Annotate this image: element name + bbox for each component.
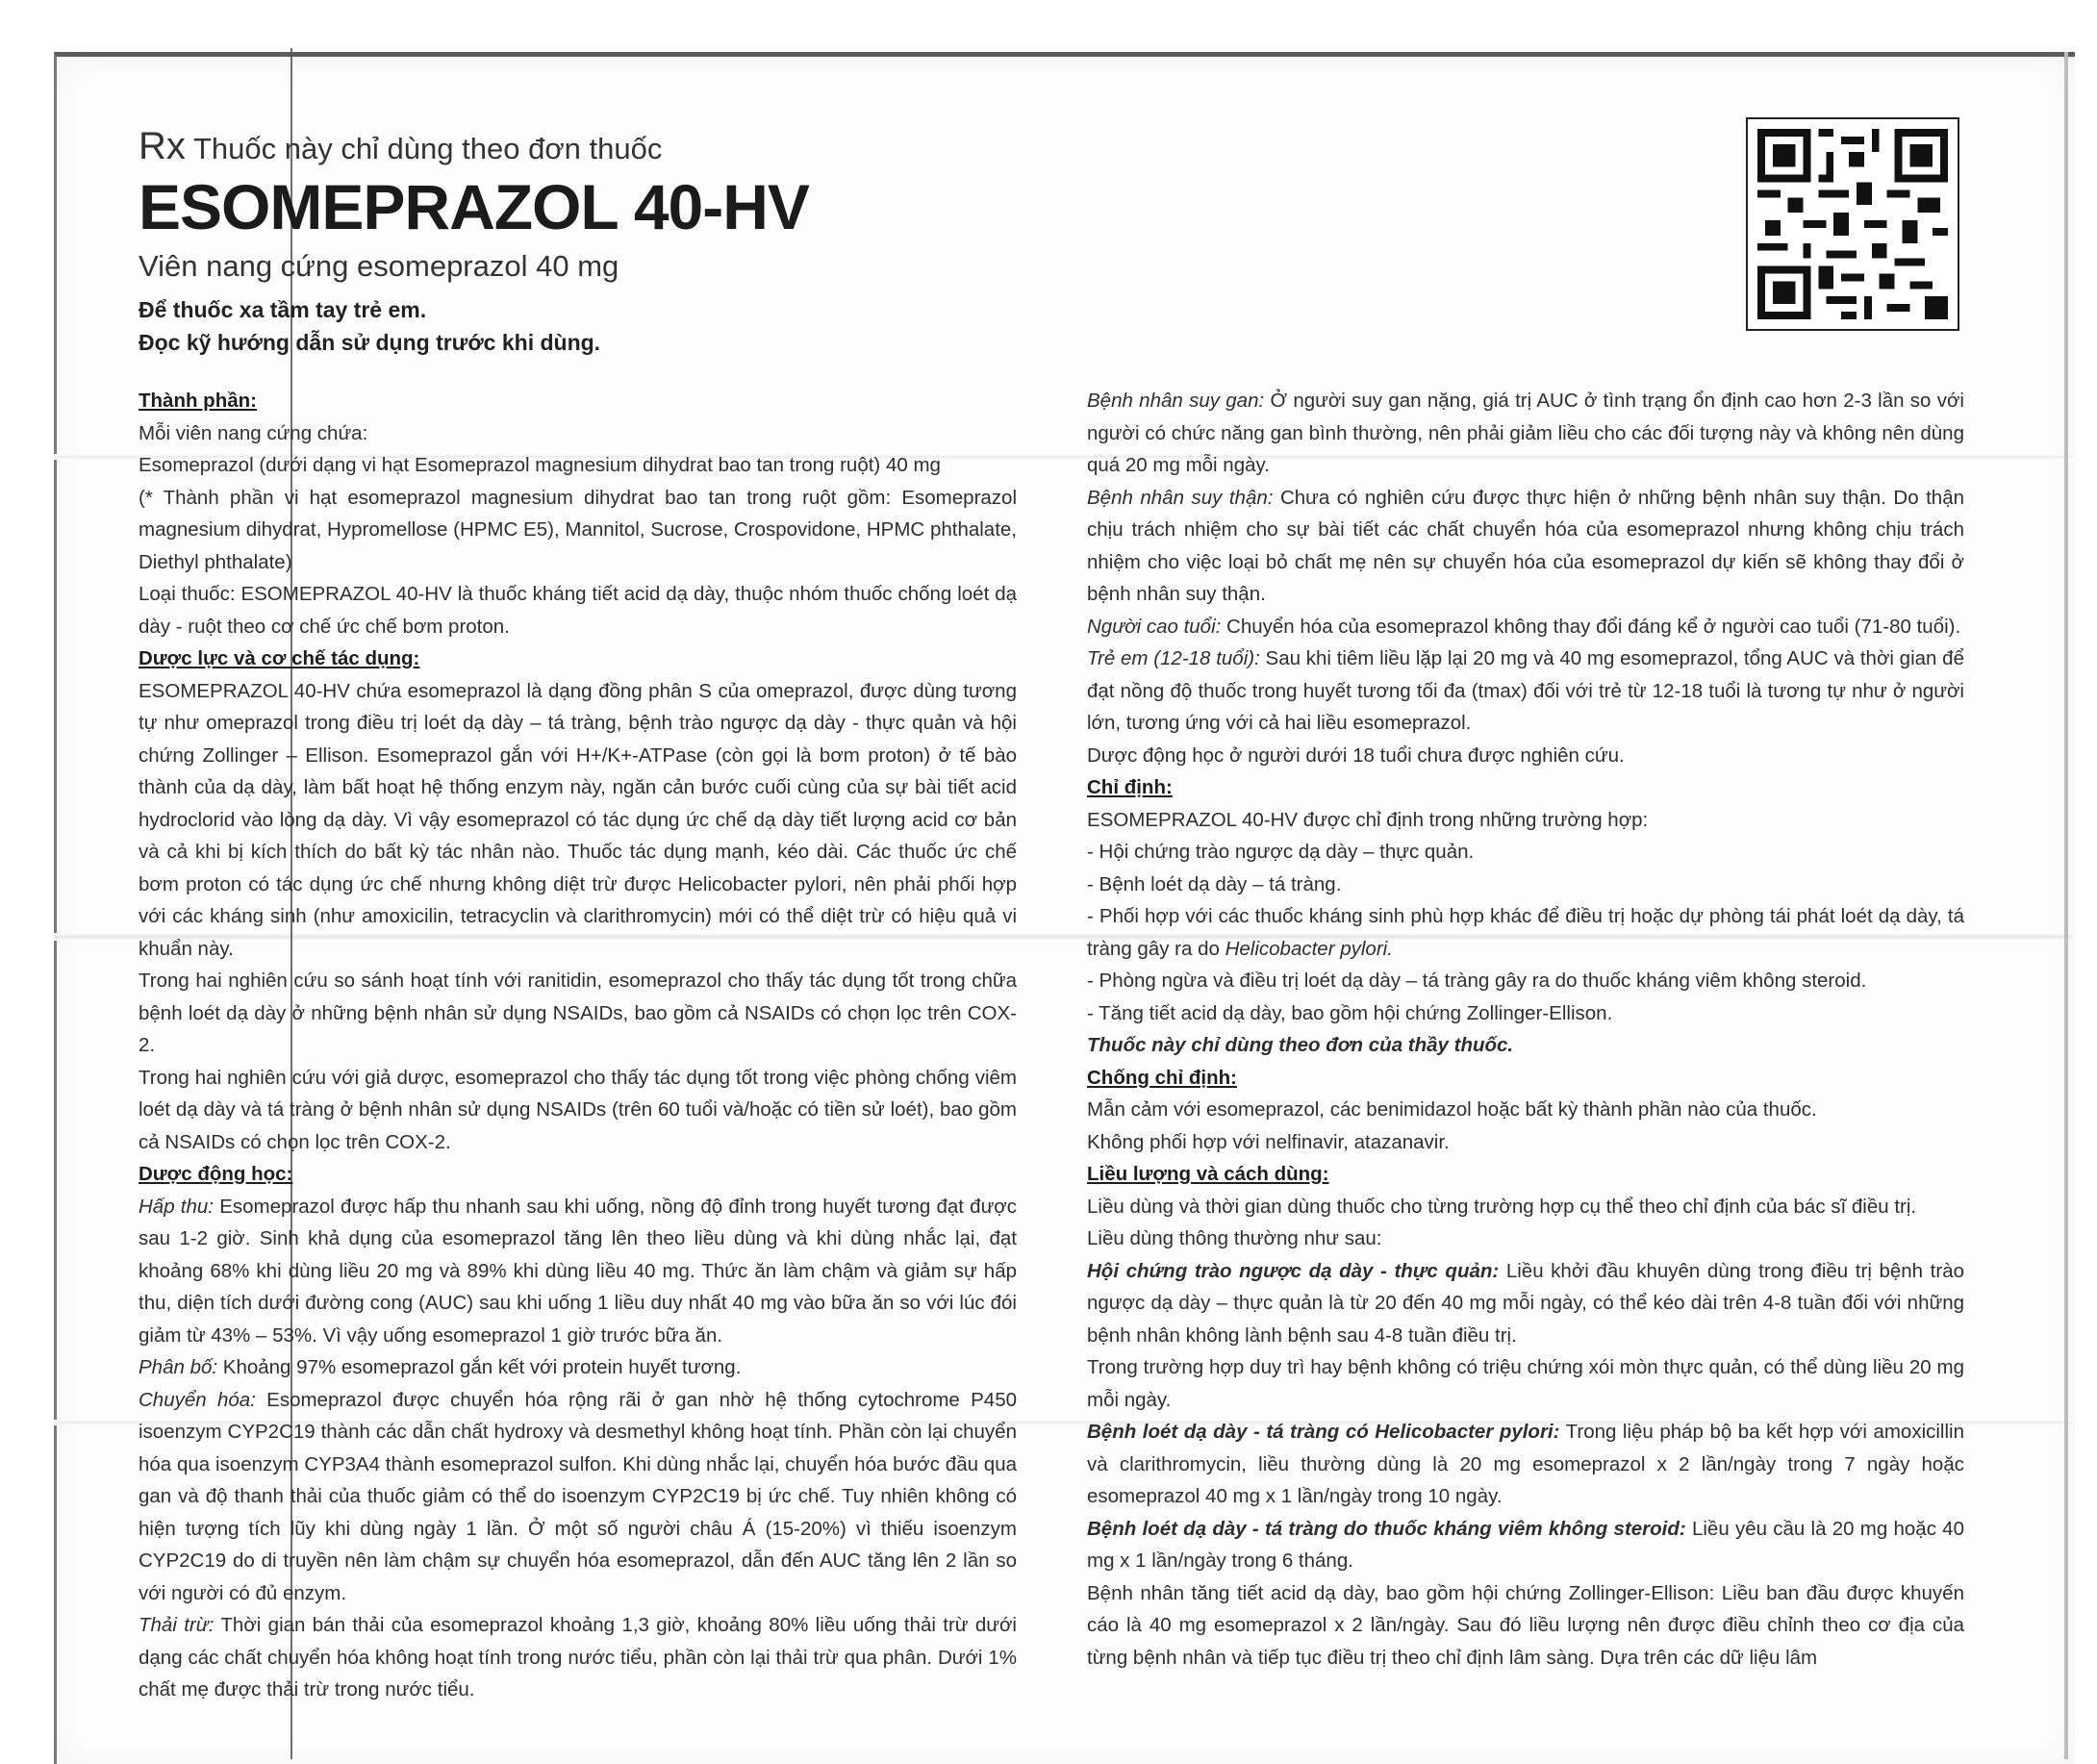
paragraph: Esomeprazol (dưới dạng vi hạt Esomeprazol magnesium dihydrat bao tan trong ruột) 40 mg xyxy=(139,454,941,476)
label-kidney: Bệnh nhân suy thận: xyxy=(1087,486,1274,509)
rx-note: Thuốc này chỉ dùng theo đơn thuốc xyxy=(192,132,663,165)
paragraph-gerd xyxy=(1087,1255,1964,1352)
paragraph-elimination xyxy=(139,1609,1017,1706)
text-helicobacter: Helicobacter pylori. xyxy=(1225,937,1393,960)
paragraph-hpylori xyxy=(1087,1416,1964,1513)
paper-edge xyxy=(2064,52,2068,1759)
paragraph: (* Thành phần vi hạt esomeprazol magnesium dihydrat bao tan trong ruột gồm: Esomeprazol magnesium dihydrat, Hypromellose (HPMC E5), Mannitol, Sucrose, Crospovidone, HPMC phthalate, Diethyl phthalate) xyxy=(139,486,1017,573)
paragraph: Bệnh nhân tăng tiết acid dạ dày, bao gồm hội chứng Zollinger-Ellison: Liều ban đầu được khuyến cáo là 40 mg esomeprazol x 2 lần/ngày. Sau đó liều lượng nên được điều chỉnh theo cơ địa của từng bệnh nhân và tiếp tục điều trị theo chỉ định lâm sàng. Dựa trên các dữ liệu lâm xyxy=(1087,1581,1964,1669)
paragraph: Liều dùng thông thường như sau: xyxy=(1087,1227,1382,1249)
paragraph: ESOMEPRAZOL 40-HV chứa esomeprazol là dạng đồng phân S của omeprazol, được dùng tương tự như omeprazol trong điều trị loét dạ dày – tá tràng, bệnh trào ngược dạ dày - thực quản và hội chứng Zollinger – Ellison. Esomeprazol gắn với H+/K+-ATPase (còn gọi là bơm proton) ở tế bào thành của dạ dày, làm bất hoạt hệ thống enzym này, ngăn cản bước cuối cùng của sự bài tiết acid hydroclorid vào lòng dạ dày. Vì vậy esomeprazol có tác dụng ức chế dạ dày tiết lượng acid cơ bản và cả khi bị kích thích do bất kỳ tác nhân nào. Thuốc tác dụng mạnh, kéo dài. Các thuốc ức chế bơm proton có tác dụng ức chế nhưng không diệt trừ được Helicobacter pylori, nên phải phối hợp với các kháng sinh (như amoxicilin, tetracyclin và clarithromycin) mới có thể diệt trừ có hiệu quả vi khuẩn này. xyxy=(139,679,1017,960)
rx-symbol: Rx xyxy=(139,125,186,167)
paragraph: Mẫn cảm với esomeprazol, các benimidazol hoặc bất kỳ thành phần nào của thuốc. xyxy=(1087,1098,1817,1121)
paragraph: Liều dùng và thời gian dùng thuốc cho từng trường hợp cụ thể theo chỉ định của bác sĩ điều trị. xyxy=(1087,1195,1917,1218)
label-hpylori: Bệnh loét dạ dày - tá tràng có Helicobacter pylori: xyxy=(1087,1421,1560,1443)
label-children: Trẻ em (12-18 tuổi): xyxy=(1087,647,1260,669)
list-item xyxy=(1087,900,1964,965)
paragraph: Không phối hợp với nelfinavir, atazanavir. xyxy=(1087,1130,1450,1153)
paragraph-distribution xyxy=(139,1351,1017,1384)
qr-code-icon xyxy=(1746,117,1959,331)
text-hpylori: Trong liệu pháp bộ ba kết hợp với amoxicillin và clarithromycin, liều thường dùng là 20 mg esomeprazol x 2 lần/ngày trong 7 ngày hoặc esomeprazol 40 mg x 1 lần/ngày trong 10 ngày. xyxy=(1087,1421,1964,1507)
text-elimination: Thời gian bán thải của esomeprazol khoảng 1,3 giờ, khoảng 80% liều uống thải trừ dưới dạng các chất chuyển hóa không hoạt tính trong nước tiểu, phần còn lại thải trừ qua phân. Dưới 1% chất mẹ được thải trừ trong nước tiểu. xyxy=(139,1614,1017,1701)
text-kidney: Chưa có nghiên cứu được thực hiện ở những bệnh nhân suy thận. Do thận chịu trách nhiệm cho sự bài tiết các chất chuyển hóa của esomeprazol nhưng không chịu trách nhiệm cho việc loại bỏ chất mẹ nên sự chuyển hóa của esomeprazol dự kiến sẽ không thay đổi ở bệnh nhân suy thận. xyxy=(1087,486,1964,605)
product-title: ESOMEPRAZOL 40-HV xyxy=(139,171,809,242)
paragraph-nsaid xyxy=(1087,1513,1964,1577)
text-indication: - Phối hợp với các thuốc kháng sinh phù hợp khác để điều trị hoặc dự phòng tái phát loét dạ dày, tá tràng gây ra do xyxy=(1087,905,1964,960)
text-distribution: Khoảng 97% esomeprazol gắn kết với protein huyết tương. xyxy=(217,1356,742,1378)
left-column xyxy=(139,385,1017,1706)
label-nsaid: Bệnh loét dạ dày - tá tràng do thuốc kháng viêm không steroid: xyxy=(1087,1517,1686,1540)
text-gerd: Liều khởi đầu khuyên dùng trong điều trị bệnh trào ngược dạ dày – thực quản là từ 20 đến 40 mg mỗi ngày, có thể kéo dài trên 4-8 tuần đối với những bệnh nhân không lành bệnh sau 4-8 tuần điều trị. xyxy=(1087,1259,1965,1347)
paragraph-elderly xyxy=(1087,611,1964,643)
paragraph: Mỗi viên nang cứng chứa: xyxy=(139,421,368,444)
section-heading-ingredients: Thành phần: xyxy=(139,390,257,412)
prescription-only-note: Thuốc này chỉ dùng theo đơn của thầy thuốc. xyxy=(1087,1034,1514,1056)
paragraph: Trong trường hợp duy trì hay bệnh không có triệu chứng xói mòn thực quản, có thể dùng liều 20 mg mỗi ngày. xyxy=(1087,1356,1964,1411)
label-absorption: Hấp thu: xyxy=(139,1195,215,1218)
section-heading-pharmacokinetics: Dược động học: xyxy=(139,1163,293,1185)
section-heading-pharmacodynamics: Dược lực và cơ chế tác dụng: xyxy=(139,647,420,669)
paragraph: Trong hai nghiên cứu với giả dược, esomeprazol cho thấy tác dụng tốt trong việc phòng chống viêm loét dạ dày và tá tràng ở bệnh nhân sử dụng NSAIDs (trên 60 tuổi và/hoặc có tiền sử loét), bao gồm cả NSAIDs có chọn lọc trên COX-2. xyxy=(139,1066,1017,1153)
text-children: Sau khi tiêm liều lặp lại 20 mg và 40 mg esomeprazol, tổng AUC và thời gian để đạt nồng độ thuốc trong huyết tương tối đa (tmax) đối với trẻ từ 12-18 tuổi là tương tự như ở người lớn, tương ứng với cả hai liều esomeprazol. xyxy=(1087,647,1964,734)
list-item: - Hội chứng trào ngược dạ dày – thực quản. xyxy=(1087,841,1475,863)
right-column xyxy=(1087,385,1964,1674)
product-subtitle: Viên nang cứng esomeprazol 40 mg xyxy=(139,249,619,283)
label-gerd: Hội chứng trào ngược dạ dày - thực quản: xyxy=(1087,1259,1500,1282)
text-nsaid: Liều yêu cầu là 20 mg hoặc 40 mg x 1 lần/ngày trong 6 tháng. xyxy=(1087,1517,1964,1572)
list-item: - Tăng tiết acid dạ dày, bao gồm hội chứng Zollinger-Ellison. xyxy=(1087,1001,1613,1024)
rx-line xyxy=(139,125,1100,168)
leaflet-header xyxy=(139,125,1100,359)
paragraph: Loại thuốc: ESOMEPRAZOL 40-HV là thuốc kháng tiết acid dạ dày, thuộc nhóm thuốc chống loét dạ dày - ruột theo cơ chế ức chế bơm proton. xyxy=(139,583,1017,638)
paragraph-metabolism xyxy=(139,1384,1017,1610)
text-metabolism: Esomeprazol được chuyển hóa rộng rãi ở gan nhờ hệ thống cytochrome P450 isoenzym CYP2C19 thành các dẫn chất hydroxy và desmethyl không hoạt tính. Phần còn lại chuyển hóa qua isoenzym CYP3A4 thành esomeprazol sulfon. Khi dùng nhắc lại, chuyển hóa bước đầu qua gan và độ thanh thải của thuốc giảm có thể do isoenzym CYP2C19 bị ức chế. Tuy nhiên không có hiện tượng tích lũy khi dùng ngày 1 lần. Ở một số người châu Á (15-20%) vì thiếu isoenzym CYP2C19 do di truyền nên làm chậm sự chuyển hóa esomeprazol, dẫn đến AUC tăng lên 2 lần so với người có đủ enzym. xyxy=(139,1388,1017,1604)
text-liver: Ở người suy gan nặng, giá trị AUC ở tình trạng ổn định cao hơn 2-3 lần so với người có chức năng gan bình thường, nên phải giảm liều cho các đối tượng này và không nên dùng quá 20 mg mỗi ngày. xyxy=(1087,390,1964,476)
paragraph: Trong hai nghiên cứu so sánh hoạt tính với ranitidin, esomeprazol cho thấy tác dụng tốt trong chữa bệnh loét dạ dày ở những bệnh nhân sử dụng NSAIDs, bao gồm cả NSAIDs có chọn lọc trên COX-2. xyxy=(139,970,1017,1056)
label-elderly: Người cao tuổi: xyxy=(1087,615,1222,638)
paragraph-absorption xyxy=(139,1191,1017,1352)
warning-children: Để thuốc xa tầm tay trẻ em. xyxy=(139,297,427,322)
section-heading-contraindications: Chống chỉ định: xyxy=(1087,1066,1237,1089)
section-heading-indications: Chỉ định: xyxy=(1087,776,1173,798)
label-distribution: Phân bố: xyxy=(139,1356,218,1378)
list-item: - Bệnh loét dạ dày – tá tràng. xyxy=(1087,872,1342,895)
paragraph: ESOMEPRAZOL 40-HV được chỉ định trong những trường hợp: xyxy=(1087,808,1649,831)
paragraph: Dược động học ở người dưới 18 tuổi chưa được nghiên cứu. xyxy=(1087,743,1625,767)
paragraph-kidney xyxy=(1087,482,1964,611)
label-metabolism: Chuyển hóa: xyxy=(139,1388,256,1411)
label-elimination: Thải trừ: xyxy=(139,1614,215,1636)
text-elderly: Chuyển hóa của esomeprazol không thay đổi đáng kể ở người cao tuổi (71-80 tuổi). xyxy=(1221,615,1961,638)
list-item: - Phòng ngừa và điều trị loét dạ dày – tá tràng gây ra do thuốc kháng viêm không steroid. xyxy=(1087,970,1867,992)
paragraph-children xyxy=(1087,643,1964,740)
section-heading-dosage: Liều lượng và cách dùng: xyxy=(1087,1163,1329,1185)
warning-read-instructions: Đọc kỹ hướng dẫn sử dụng trước khi dùng. xyxy=(139,330,601,355)
text-absorption: Esomeprazol được hấp thu nhanh sau khi uống, nồng độ đỉnh trong huyết tương đạt được sau 1-2 giờ. Sinh khả dụng của esomeprazol tăng lên theo liều dùng và khi dùng nhắc lại, đạt khoảng 68% khi dùng liều 20 mg và 89% khi dùng liều 40 mg. Thức ăn làm chậm và giảm sự hấp thu, diện tích dưới đường cong (AUC) sau khi uống 1 liều duy nhất 40 mg vào bữa ăn so với lúc đói giảm từ 43% – 53%. Vì vậy uống esomeprazol 1 giờ trước bữa ăn. xyxy=(139,1195,1017,1347)
label-liver: Bệnh nhân suy gan: xyxy=(1087,390,1265,412)
paragraph-liver xyxy=(1087,385,1964,482)
